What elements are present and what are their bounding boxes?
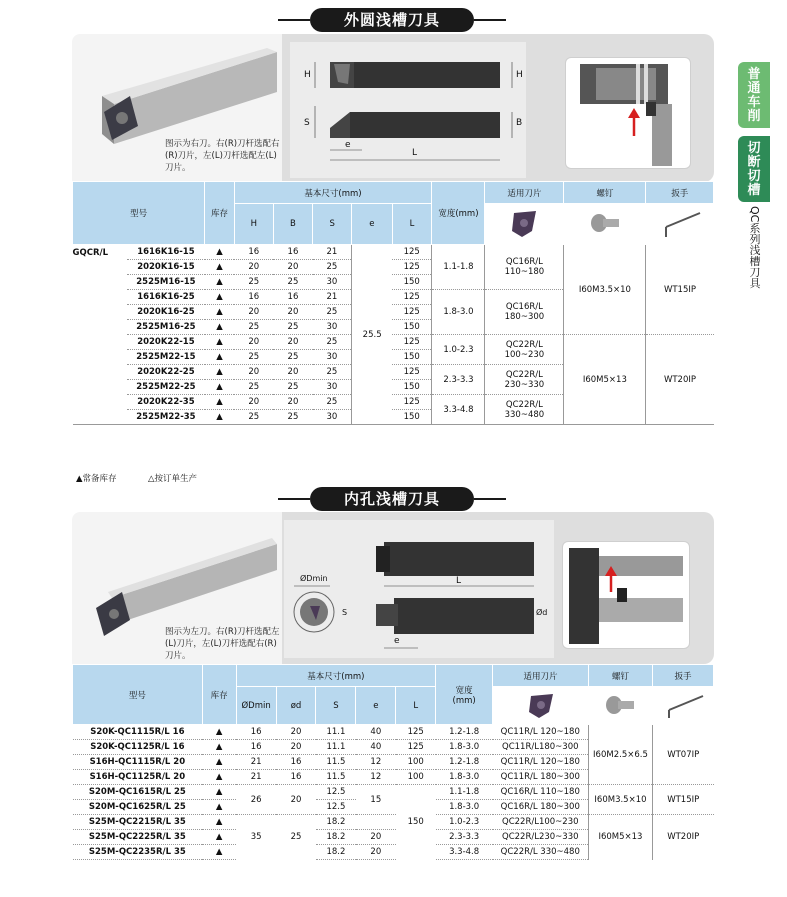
table-row-model: 2020K22-35 [127,395,205,410]
int-insert-icon-cell [493,687,589,725]
table-row-model: 2020K16-25 [127,305,205,320]
cell-b: 20 [273,305,312,320]
cell-insert: QC22R/L100~230 [493,815,589,830]
table-row-model: 1616K16-25 [127,290,205,305]
cell-s: 11.1 [316,740,356,755]
int-header-insert: 适用刀片 [493,665,589,687]
cell-wrench: WT15IP [652,785,713,815]
cell-l-merged: 150 [407,817,424,828]
table-row-model: 2525M16-25 [127,320,205,335]
table-row-model: 2525M22-15 [127,350,205,365]
cell-dmin: 16 [236,725,276,740]
stock-mark: ▲ [202,740,236,755]
table-row-model: 2020K22-15 [127,335,205,350]
cell-d: 16 [276,755,316,770]
stock-mark: ▲ [205,320,234,335]
table-row-model: S20K-QC1125R/L 16 [73,740,203,755]
cell-s: 30 [313,350,352,365]
cell-insert: QC11R/L 120~180 [493,725,589,740]
int-header-basic: 基本尺寸(mm) [236,665,436,687]
cell-l: 125 [392,245,432,260]
cell-s: 18.2 [316,845,356,860]
cell-l: 125 [392,395,432,410]
table-row-model: S20M-QC1625R/L 25 [73,800,203,815]
stock-mark: ▲ [205,305,234,320]
cell-d: 20 [276,740,316,755]
cell-d-merged: 20 [276,785,316,815]
ext-header-insert: 适用刀片 [485,182,564,204]
stock-mark: ▲ [205,350,234,365]
cell-wrench: WT07IP [652,725,713,785]
dim-label-dmin: ØDmin [300,574,328,583]
cell-l: 125 [392,365,432,380]
dim-label-d: Ød [536,608,548,617]
cell-s: 11.5 [316,770,356,785]
dim-label-h-left: H [304,70,311,80]
int-header-dmin: ØDmin [236,687,276,725]
cell-l: 150 [392,275,432,290]
int-header-model: 型号 [73,665,203,725]
stock-mark: ▲ [202,830,236,845]
insert-icon [506,209,542,239]
int-header-s: S [316,687,356,725]
cell-d: 20 [276,725,316,740]
legend-order: △按订单生产 [148,474,198,484]
cell-screw: I60M3.5×10 [588,785,652,815]
cell-insert: QC11R/L 180~300 [493,770,589,785]
ext-insert-icon-cell [485,204,564,245]
cell-insert: QC11R/L 120~180 [493,755,589,770]
cell-h: 16 [234,245,273,260]
screw-icon [587,209,623,239]
cell-s: 25 [313,260,352,275]
cell-wrench: WT20IP [652,815,713,860]
external-application-diagram [565,57,691,169]
cell-s: 25 [313,335,352,350]
cell-wrench: WT15IP [646,245,714,335]
table-row-model: S16H-QC1125R/L 20 [73,770,203,785]
dim-label-s: S [304,118,310,128]
cell-h: 25 [234,380,273,395]
cell-l: 125 [392,290,432,305]
table-row-model: 2525M22-25 [127,380,205,395]
cell-s: 21 [313,290,352,305]
cell-width: 1.2-1.8 [436,755,493,770]
int-header-width: 宽度 (mm) [436,665,493,725]
internal-dimension-drawing [284,520,554,658]
cell-width: 3.3-4.8 [436,845,493,860]
ext-header-h: H [234,204,273,245]
cell-e: 20 [356,830,396,845]
cell-b: 20 [273,260,312,275]
internal-caption: 图示为左刀。右(R)刀杆选配左(L)刀片，左(L)刀杆选配右(R)刀片。 [165,627,280,661]
stock-mark: ▲ [205,410,234,425]
cell-b: 25 [273,410,312,425]
table-row-model: S20K-QC1115R/L 16 [73,725,203,740]
cell-h: 25 [234,350,273,365]
stock-mark: ▲ [205,260,234,275]
table-row-model: S25M-QC2215R/L 35 [73,815,203,830]
side-vertical-label: QC系列浅槽刀具 [748,206,761,289]
cell-s: 21 [313,245,352,260]
table-row-model: 2020K22-25 [127,365,205,380]
cell-h: 20 [234,365,273,380]
cell-b: 16 [273,245,312,260]
cell-b: 25 [273,380,312,395]
internal-section-title: 内孔浅槽刀具 [310,487,474,511]
stock-mark: ▲ [202,815,236,830]
cell-b: 25 [273,350,312,365]
screw-icon [602,692,638,720]
cell-s: 25 [313,365,352,380]
cell-e: 12 [356,755,396,770]
cell-l: 125 [392,335,432,350]
ext-header-b: B [273,204,312,245]
cell-h: 20 [234,260,273,275]
wrench-icon [656,209,704,239]
cell-s: 25 [313,305,352,320]
ext-screw-icon-cell [564,204,646,245]
cell-s: 12.5 [316,800,356,815]
cell-h: 20 [234,395,273,410]
external-dimension-drawing [290,42,526,178]
cell-width: 1.8-3.0 [436,740,493,755]
cell-h: 20 [234,335,273,350]
cell-e: 40 [356,725,396,740]
insert-icon [523,692,559,720]
table-row-model: S25M-QC2225R/L 35 [73,830,203,845]
internal-spec-table [72,664,714,860]
stock-mark: ▲ [205,335,234,350]
ext-header-screw: 螺钉 [564,182,646,204]
cell-dmin: 16 [236,740,276,755]
legend-stock: ▲常备库存 [76,474,117,484]
cell-e-merged: 15 [356,785,396,815]
side-tab-grooving[interactable] [738,136,770,202]
wrench-icon [659,692,707,720]
cell-e-empty [356,815,396,830]
cell-l: 125 [396,725,436,740]
cell-wrench: WT20IP [646,335,714,425]
cell-width: 1.8-3.0 [436,800,493,815]
cell-width: 1.1-1.8 [432,245,485,290]
cell-width: 3.3-4.8 [432,395,485,425]
cell-b: 16 [273,290,312,305]
int-header-e: e [356,687,396,725]
cell-screw: I60M5×13 [564,335,646,425]
stock-mark: ▲ [202,785,236,800]
internal-application-diagram [562,541,690,649]
cell-d: 16 [276,770,316,785]
table-row-model: S20M-QC1615R/L 25 [73,785,203,800]
ext-wrench-icon-cell [646,204,714,245]
cell-insert: QC16R/L 110~180 [493,785,589,800]
table-row-model: 1616K16-15 [127,245,205,260]
int-header-l: L [396,687,436,725]
cell-insert: QC22R/L 330~480 [493,845,589,860]
stock-mark: ▲ [202,725,236,740]
external-caption: 图示为右刀。右(R)刀杆选配右(R)刀片，左(L)刀杆选配左(L)刀片。 [165,139,280,173]
cell-screw: I60M3.5×10 [564,245,646,335]
table-row-model: 2525M22-35 [127,410,205,425]
cell-b: 25 [273,275,312,290]
ext-header-s: S [313,204,352,245]
cell-s: 11.5 [316,755,356,770]
cell-l: 150 [392,410,432,425]
cell-width: 1.2-1.8 [436,725,493,740]
cell-b: 20 [273,395,312,410]
ext-series-label: GQCR/L [72,248,109,258]
ext-header-e: e [352,204,392,245]
stock-mark: ▲ [205,395,234,410]
ext-header-l: L [392,204,432,245]
dim-label-b: B [516,118,523,128]
cell-h: 25 [234,320,273,335]
dim-label-h-right: H [516,70,523,80]
cell-insert: QC22R/L 100~230 [485,335,564,365]
cell-h: 20 [234,305,273,320]
table-row-model: S25M-QC2235R/L 35 [73,845,203,860]
cell-b: 20 [273,365,312,380]
dim-label-e: e [345,140,351,150]
int-header-stock: 库存 [202,665,236,725]
cell-e: 12 [356,770,396,785]
cell-l: 125 [392,305,432,320]
cell-s: 11.1 [316,725,356,740]
table-row-model: 2020K16-15 [127,260,205,275]
int-header-d: ød [276,687,316,725]
cell-h: 25 [234,410,273,425]
cell-width: 1.8-3.0 [436,770,493,785]
cell-s: 18.2 [316,815,356,830]
stock-mark: ▲ [202,845,236,860]
cell-screw: I60M5×13 [588,815,652,860]
side-tab-turning-label: 普通车削 [747,67,761,124]
dim-label-e-internal: e [394,636,400,646]
cell-insert: QC22R/L 230~330 [485,365,564,395]
external-section-title: 外圆浅槽刀具 [310,8,474,32]
cell-dmin-merged: 35 [250,832,262,843]
int-wrench-icon-cell [652,687,713,725]
cell-width: 1.0-2.3 [432,335,485,365]
stock-mark: ▲ [202,800,236,815]
cell-insert: QC16R/L 180~300 [485,290,564,335]
cell-e: 40 [356,740,396,755]
cell-e-merged: 25.5 [352,245,392,425]
int-header-wrench: 扳手 [652,665,713,687]
cell-l: 150 [392,350,432,365]
dim-label-l-internal: L [456,576,462,586]
stock-mark: ▲ [205,365,234,380]
dim-label-s-internal: S [342,608,348,617]
cell-screw: I60M2.5×6.5 [588,725,652,785]
cell-l: 150 [392,380,432,395]
side-tab-grooving-label: 切断切槽 [747,141,761,198]
cell-insert: QC22R/L 330~480 [485,395,564,425]
external-spec-table [72,181,714,425]
ext-header-wrench: 扳手 [646,182,714,204]
stock-mark: ▲ [202,755,236,770]
dim-label-l: L [412,148,418,158]
side-tab-turning[interactable] [738,62,770,128]
cell-insert: QC16R/L 110~180 [485,245,564,290]
cell-insert: QC22R/L230~330 [493,830,589,845]
stock-mark: ▲ [205,245,234,260]
cell-l: 150 [392,320,432,335]
cell-s: 30 [313,380,352,395]
cell-s: 18.2 [316,830,356,845]
cell-s: 30 [313,410,352,425]
stock-mark: ▲ [205,275,234,290]
cell-l: 100 [396,770,436,785]
stock-mark: ▲ [205,380,234,395]
cell-h: 16 [234,290,273,305]
cell-width: 2.3-3.3 [432,365,485,395]
cell-l: 125 [392,260,432,275]
stock-mark: ▲ [205,290,234,305]
cell-insert: QC11R/L180~300 [493,740,589,755]
int-header-screw: 螺钉 [588,665,652,687]
cell-s: 30 [313,275,352,290]
cell-d-merged: 25 [290,832,302,843]
table-row-model: 2525M16-15 [127,275,205,290]
cell-dmin-merged: 26 [236,785,276,815]
cell-width: 1.8-3.0 [432,290,485,335]
cell-width: 1.0-2.3 [436,815,493,830]
cell-h: 25 [234,275,273,290]
cell-b: 20 [273,335,312,350]
ext-header-model: 型号 [73,182,205,245]
table-row-model: S16H-QC1115R/L 20 [73,755,203,770]
cell-dmin: 21 [236,770,276,785]
cell-dmin: 21 [236,755,276,770]
cell-width: 1.1-1.8 [436,785,493,800]
cell-width: 2.3-3.3 [436,830,493,845]
cell-l: 125 [396,740,436,755]
stock-mark: ▲ [202,770,236,785]
cell-s: 25 [313,395,352,410]
int-screw-icon-cell [588,687,652,725]
cell-b: 25 [273,320,312,335]
cell-s: 30 [313,320,352,335]
cell-l: 100 [396,755,436,770]
cell-e: 20 [356,845,396,860]
ext-header-stock: 库存 [205,182,234,245]
cell-s: 12.5 [316,785,356,800]
ext-header-basic: 基本尺寸(mm) [234,182,432,204]
ext-header-width: 宽度(mm) [432,182,485,245]
cell-insert: QC16R/L 180~300 [493,800,589,815]
